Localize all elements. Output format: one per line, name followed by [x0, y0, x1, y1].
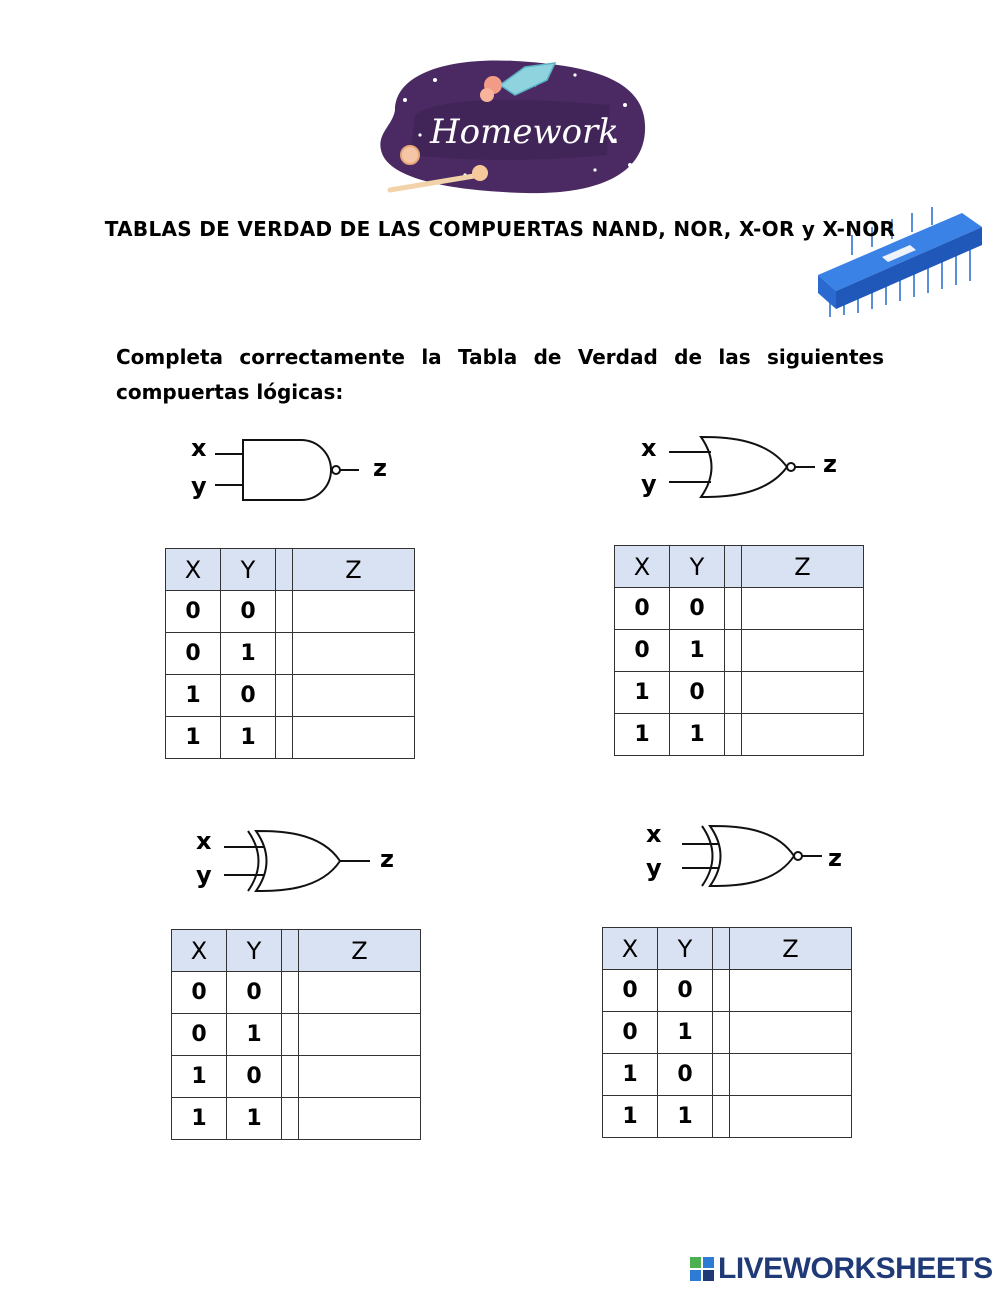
- cell-y: 0: [658, 970, 713, 1012]
- cell-spacer: [713, 970, 730, 1012]
- homework-logo-text: Homework: [430, 112, 619, 152]
- table-header-row: [615, 546, 864, 588]
- table-header-row: [166, 549, 415, 591]
- gate-output-y: y: [196, 861, 212, 889]
- nor-truth-table: [614, 545, 864, 756]
- xor-truth-table: [171, 929, 421, 1140]
- nand-gate: [185, 432, 405, 507]
- table-row: [603, 1054, 852, 1096]
- answer-input[interactable]: [299, 1014, 421, 1056]
- cell-spacer: [276, 633, 293, 675]
- answer-input[interactable]: [742, 588, 864, 630]
- cell-y: 1: [670, 714, 725, 756]
- cell-x: 0: [615, 588, 670, 630]
- cell-y: 1: [227, 1014, 282, 1056]
- header-z: Z: [730, 928, 852, 970]
- xnor-gate: [640, 818, 860, 893]
- gate-input-x: x: [191, 434, 207, 462]
- worksheet-title: TABLAS DE VERDAD DE LAS COMPUERTAS NAND, NOR, X-OR y X-NOR: [104, 217, 896, 241]
- answer-input[interactable]: [742, 714, 864, 756]
- table-header-row: [603, 928, 852, 970]
- cell-y: 0: [221, 675, 276, 717]
- cell-x: 0: [166, 591, 221, 633]
- cell-spacer: [282, 1098, 299, 1140]
- nand-truth-table: [165, 548, 415, 759]
- header-z: Z: [299, 930, 421, 972]
- header-y: Y: [658, 928, 713, 970]
- cell-x: 0: [603, 1012, 658, 1054]
- gate-input-y: y: [641, 470, 657, 498]
- cell-y: 0: [658, 1054, 713, 1096]
- nor-gate: [635, 430, 855, 505]
- cell-x: 1: [166, 675, 221, 717]
- answer-input[interactable]: [730, 970, 852, 1012]
- instructions-text: Completa correctamente la Tabla de Verdad de las siguientes compuertas lógicas:: [116, 345, 884, 404]
- answer-input[interactable]: [730, 1054, 852, 1096]
- header-y: Y: [221, 549, 276, 591]
- cell-x: 0: [166, 633, 221, 675]
- table-row: [603, 970, 852, 1012]
- cell-y: 0: [221, 591, 276, 633]
- gate-output-z: z: [828, 844, 842, 872]
- table-row: [615, 714, 864, 756]
- answer-input[interactable]: [299, 972, 421, 1014]
- table-row: [166, 591, 415, 633]
- cell-x: 1: [166, 717, 221, 759]
- header-spacer: [725, 546, 742, 588]
- cell-spacer: [713, 1012, 730, 1054]
- gate-input-x: x: [641, 434, 657, 462]
- cell-y: 1: [658, 1096, 713, 1138]
- gate-input-y: y: [191, 472, 207, 500]
- cell-y: 1: [658, 1012, 713, 1054]
- cell-spacer: [276, 675, 293, 717]
- xnor-gate-icon: [674, 818, 829, 893]
- header-spacer: [276, 549, 293, 591]
- header-x: X: [172, 930, 227, 972]
- cell-spacer: [276, 717, 293, 759]
- table-row: [615, 588, 864, 630]
- table-header-row: [172, 930, 421, 972]
- table-row: [172, 1098, 421, 1140]
- header-z: Z: [293, 549, 415, 591]
- gate-output-z: z: [380, 845, 394, 873]
- cell-x: 0: [615, 630, 670, 672]
- table-row: [603, 1096, 852, 1138]
- liveworksheets-icon: [690, 1257, 714, 1281]
- cell-y: 1: [221, 717, 276, 759]
- table-row: [615, 672, 864, 714]
- header-x: X: [166, 549, 221, 591]
- cell-y: 0: [670, 672, 725, 714]
- nand-gate-icon: [211, 432, 366, 507]
- header-spacer: [713, 928, 730, 970]
- liveworksheets-brand[interactable]: [690, 1254, 993, 1284]
- homework-logo: [375, 55, 650, 200]
- cell-spacer: [282, 1014, 299, 1056]
- answer-input[interactable]: [293, 717, 415, 759]
- cell-x: 1: [603, 1096, 658, 1138]
- cell-spacer: [725, 672, 742, 714]
- cell-x: 1: [172, 1056, 227, 1098]
- cell-x: 0: [172, 1014, 227, 1056]
- cell-y: 0: [670, 588, 725, 630]
- gate-input-x: x: [196, 827, 212, 855]
- answer-input[interactable]: [293, 633, 415, 675]
- table-row: [166, 633, 415, 675]
- table-row: [172, 1056, 421, 1098]
- table-row: [615, 630, 864, 672]
- header-spacer: [282, 930, 299, 972]
- cell-spacer: [725, 630, 742, 672]
- cell-y: 1: [227, 1098, 282, 1140]
- liveworksheets-wordmark: LIVEWORKSHEETS: [718, 1252, 993, 1285]
- header-x: X: [615, 546, 670, 588]
- cell-x: 1: [615, 714, 670, 756]
- cell-spacer: [725, 588, 742, 630]
- cell-spacer: [713, 1096, 730, 1138]
- answer-input[interactable]: [742, 672, 864, 714]
- table-row: [166, 675, 415, 717]
- header-y: Y: [227, 930, 282, 972]
- gate-output-z: z: [823, 450, 837, 478]
- cell-spacer: [282, 972, 299, 1014]
- cell-spacer: [276, 591, 293, 633]
- answer-input[interactable]: [293, 591, 415, 633]
- cell-x: 0: [172, 972, 227, 1014]
- cell-spacer: [725, 714, 742, 756]
- xor-gate-icon: [220, 823, 375, 898]
- answer-input[interactable]: [730, 1096, 852, 1138]
- cell-y: 1: [221, 633, 276, 675]
- table-row: [603, 1012, 852, 1054]
- table-row: [172, 972, 421, 1014]
- gate-output-z: z: [373, 454, 387, 482]
- table-row: [172, 1014, 421, 1056]
- gate-input-x: x: [646, 820, 662, 848]
- header-y: Y: [670, 546, 725, 588]
- cell-y: 1: [670, 630, 725, 672]
- table-row: [166, 717, 415, 759]
- cell-x: 1: [615, 672, 670, 714]
- nor-gate-icon: [665, 430, 820, 505]
- answer-input[interactable]: [299, 1098, 421, 1140]
- header-z: Z: [742, 546, 864, 588]
- xor-gate: [190, 823, 410, 898]
- cell-x: 0: [603, 970, 658, 1012]
- answer-input[interactable]: [730, 1012, 852, 1054]
- cell-spacer: [713, 1054, 730, 1096]
- xnor-truth-table: [602, 927, 852, 1138]
- cell-spacer: [282, 1056, 299, 1098]
- answer-input[interactable]: [742, 630, 864, 672]
- header-x: X: [603, 928, 658, 970]
- answer-input[interactable]: [299, 1056, 421, 1098]
- cell-y: 0: [227, 972, 282, 1014]
- cell-y: 0: [227, 1056, 282, 1098]
- cell-x: 1: [172, 1098, 227, 1140]
- gate-input-y: y: [646, 854, 662, 882]
- cell-x: 1: [603, 1054, 658, 1096]
- answer-input[interactable]: [293, 675, 415, 717]
